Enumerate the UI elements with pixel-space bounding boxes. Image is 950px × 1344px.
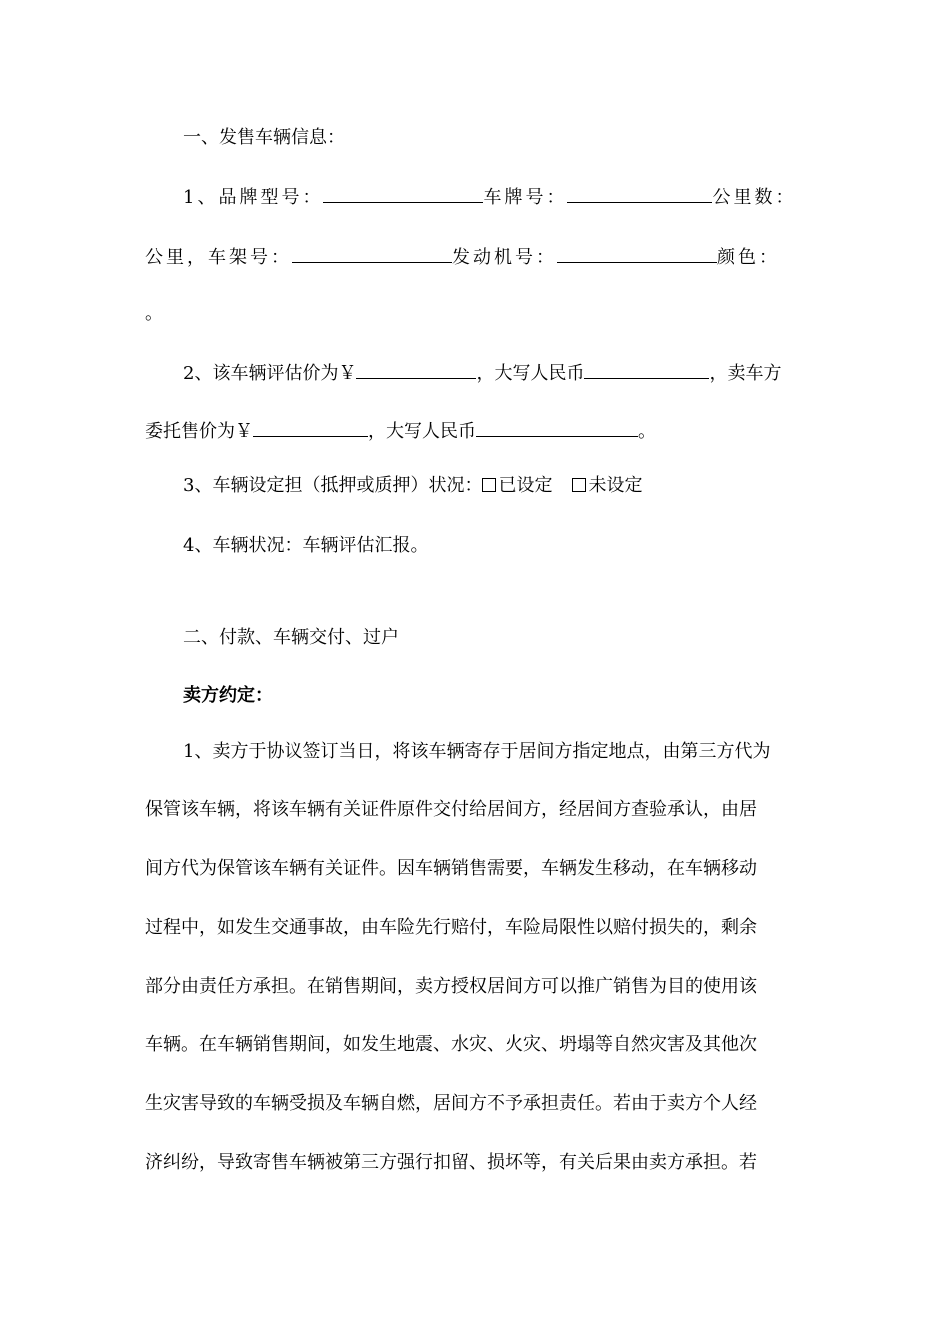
paragraph-line: 济纠纷，导致寄售车辆被第三方强行扣留、损坏等，有关后果由卖方承担。若: [145, 1152, 757, 1173]
unset-option-label: 未设定: [588, 475, 643, 496]
item2-line2: [145, 418, 805, 444]
item2-end: 。: [638, 421, 656, 442]
capital2-blank[interactable]: [476, 418, 638, 437]
capital1-label: ，大写人民币: [476, 363, 585, 384]
km-label: 公里，: [145, 247, 208, 268]
paragraph-line: 过程中，如发生交通事故，由车险先行赔付，车险局限性以赔付损失的，剩余: [145, 917, 757, 938]
valuation-label: 2、该车辆评估价为￥: [183, 363, 357, 384]
paragraph-line: 保管该车辆，将该车辆有关证件原件交付给居间方，经居间方查验承认，由居: [145, 799, 757, 820]
capital1-blank[interactable]: [584, 360, 709, 379]
frame-label: 车架号：: [208, 247, 292, 268]
mileage-label: 公里数：: [712, 187, 797, 208]
paragraph-line: 间方代为保管该车辆有关证件。因车辆销售需要，车辆发生移动，在车辆移动: [145, 858, 757, 879]
section1-heading: 一、发售车辆信息：: [183, 127, 345, 148]
section2-heading: 二、付款、车辆交付、过户: [183, 627, 399, 648]
plate-blank[interactable]: [567, 184, 712, 203]
item4-line: 4、车辆状况：车辆评估汇报。: [183, 535, 429, 556]
set-option-label: 已设定: [498, 475, 553, 496]
brand-label: 1、品牌型号：: [183, 187, 324, 208]
paragraph-line: 生灾害导致的车辆受损及车辆自燃，居间方不予承担责任。若由于卖方个人经: [145, 1093, 757, 1114]
valuation-blank[interactable]: [356, 360, 476, 379]
engine-label: 发动机号：: [452, 247, 557, 268]
paragraph-line: 车辆。在车辆销售期间，如发生地震、水灾、火灾、坍塌等自然灾害及其他次: [145, 1034, 757, 1055]
engine-blank[interactable]: [557, 244, 717, 263]
entrust-label: 委托售价为￥: [145, 421, 253, 442]
frame-blank[interactable]: [292, 244, 452, 263]
plate-label: 车牌号：: [483, 187, 568, 208]
paragraph-line: 部分由责任方承担。在销售期间，卖方授权居间方可以推广销售为目的使用该: [145, 976, 757, 997]
item3-line: [183, 474, 805, 498]
color-label: 颜色：: [717, 247, 780, 268]
unset-checkbox[interactable]: [572, 478, 586, 492]
brand-blank[interactable]: [323, 184, 483, 203]
item1-line1: [183, 184, 805, 210]
item1-end: 。: [145, 303, 163, 324]
encumbrance-label: 3、车辆设定担（抵押或质押）状况：: [183, 475, 483, 496]
capital2-label: ，大写人民币: [368, 421, 476, 442]
set-checkbox[interactable]: [482, 478, 496, 492]
item1-line2: [145, 244, 805, 270]
seller-agreement-heading: 卖方约定：: [183, 685, 273, 706]
item2-line1: [183, 360, 805, 386]
entrust-blank[interactable]: [253, 418, 368, 437]
seller-label: ，卖车方: [709, 363, 782, 384]
paragraph-line: 1、卖方于协议签订当日，将该车辆寄存于居间方指定地点，由第三方代为: [183, 741, 771, 762]
